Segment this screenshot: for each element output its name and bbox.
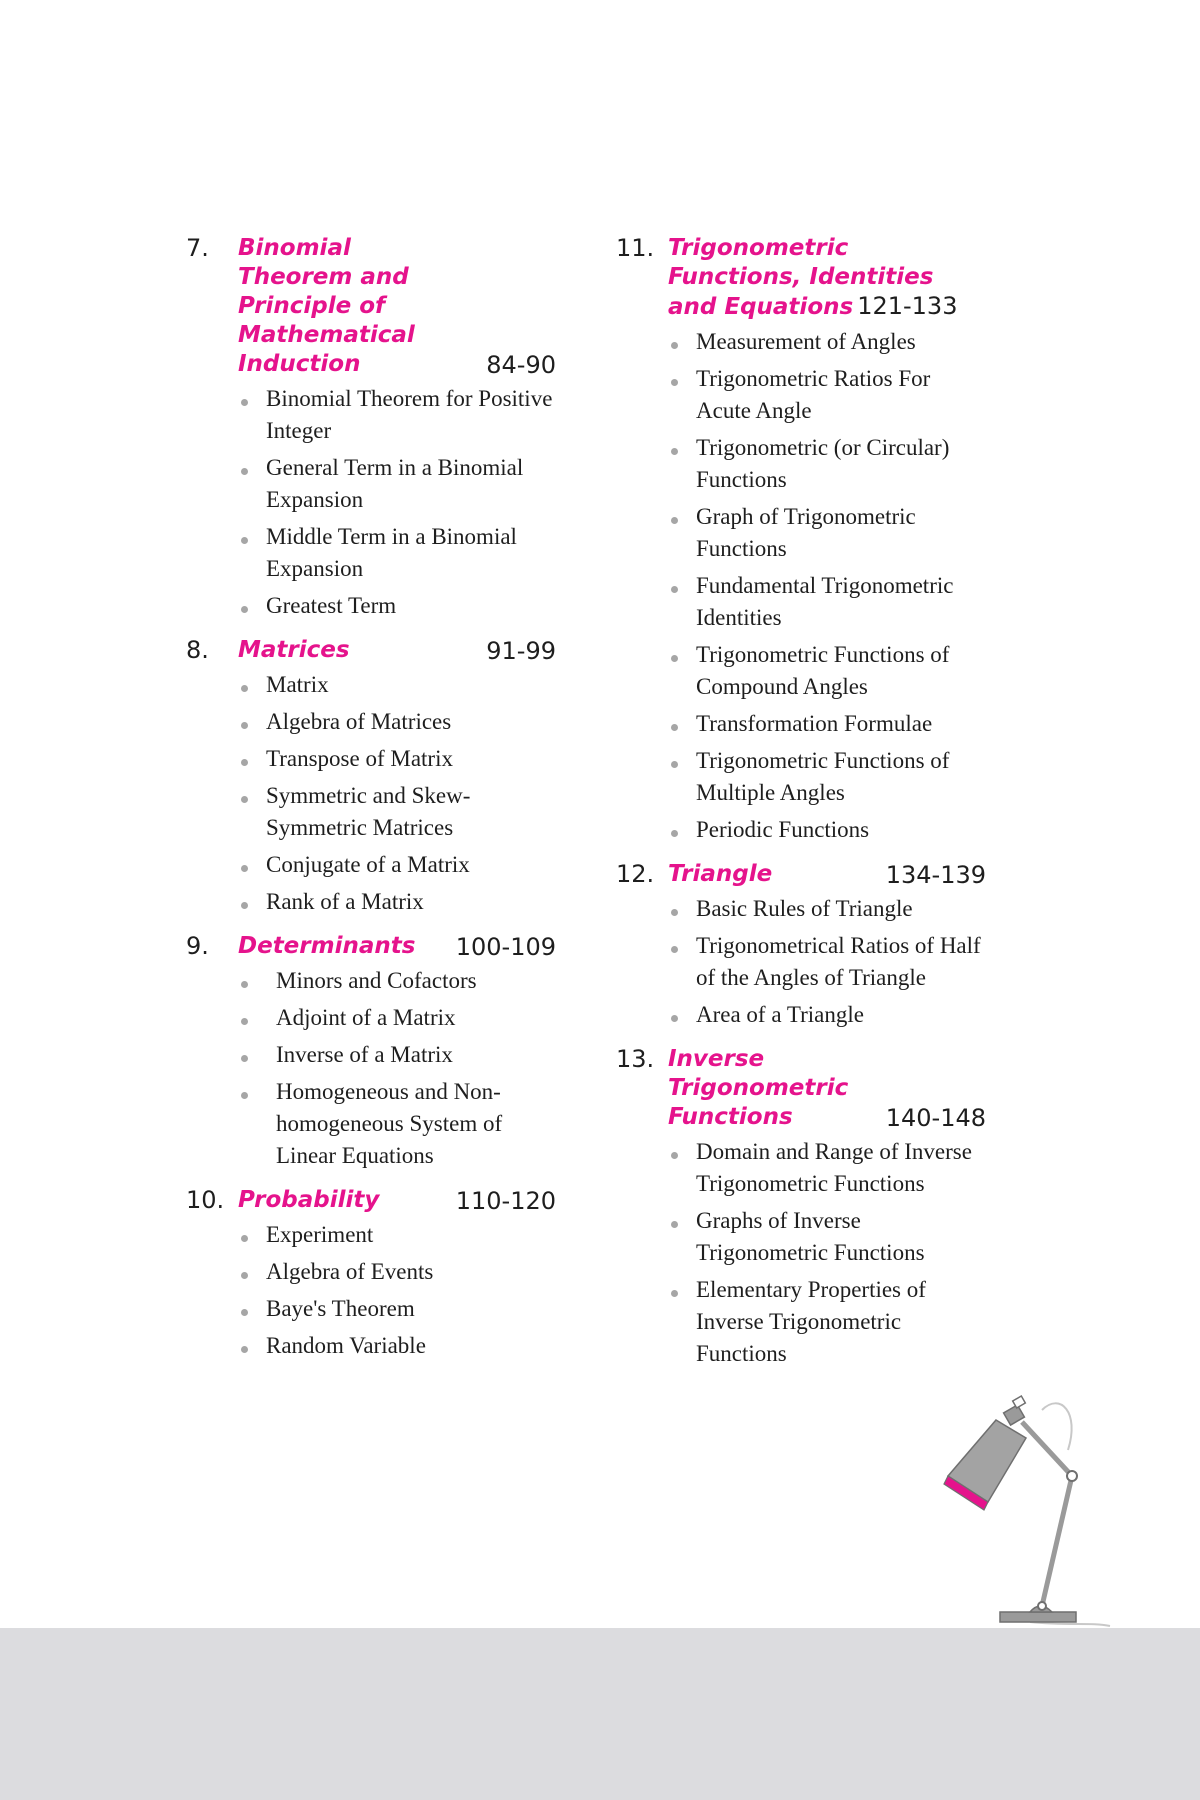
footer-band <box>0 1628 1200 1800</box>
bullet-icon <box>671 517 678 524</box>
toc-right-column <box>616 234 986 1384</box>
chapter-pages: 134-139 <box>885 861 986 889</box>
topic-list <box>616 326 986 846</box>
bullet-icon <box>671 342 678 349</box>
bullet-icon <box>241 1235 248 1242</box>
chapter-pages: 100-109 <box>455 933 556 961</box>
topic-list <box>186 669 556 918</box>
chapter-number: 10. <box>186 1186 225 1214</box>
bullet-icon <box>671 724 678 731</box>
topic-item: Middle Term in a Binomial Expansion <box>186 521 556 585</box>
bullet-icon <box>671 379 678 386</box>
chapter-number: 8. <box>186 636 209 664</box>
chapter-heading <box>186 234 556 379</box>
bullet-icon <box>671 448 678 455</box>
bullet-icon <box>241 685 248 692</box>
bullet-icon <box>671 655 678 662</box>
chapter-title: Probability <box>238 1187 380 1213</box>
topic-list <box>616 1136 986 1370</box>
topic-item: Graph of Trigonometric Functions <box>616 501 986 565</box>
topic-item: Elementary Properties of Inverse Trigonometric Functions <box>616 1274 986 1370</box>
chapter-pages: 91-99 <box>486 637 556 665</box>
bullet-icon <box>241 902 248 909</box>
topic-item: Matrix <box>186 669 556 701</box>
topic-item: Periodic Functions <box>616 814 986 846</box>
chapter-11 <box>616 234 986 846</box>
bullet-icon <box>241 537 248 544</box>
bullet-icon <box>241 1018 248 1025</box>
chapter-number: 12. <box>616 860 655 888</box>
bullet-icon <box>241 1346 248 1353</box>
chapter-10 <box>186 1186 556 1362</box>
chapter-title: Binomial Theorem and Principle of Mathematical Induction <box>238 235 415 377</box>
topic-item: Area of a Triangle <box>616 999 986 1031</box>
topic-item: Fundamental Trigonometric Identities <box>616 570 986 634</box>
topic-item: Measurement of Angles <box>616 326 986 358</box>
chapter-heading <box>186 1186 556 1215</box>
chapter-7 <box>186 234 556 622</box>
bullet-icon <box>671 830 678 837</box>
bullet-icon <box>671 1152 678 1159</box>
bullet-icon <box>671 909 678 916</box>
chapter-title: Trigonometric Functions, Identities and Equations <box>668 235 934 320</box>
chapter-heading <box>186 636 556 665</box>
topic-item: General Term in a Binomial Expansion <box>186 452 556 516</box>
topic-item: Trigonometric Functions of Compound Angles <box>616 639 986 703</box>
chapter-pages: 84-90 <box>486 351 556 379</box>
topic-list <box>186 1219 556 1362</box>
bullet-icon <box>241 865 248 872</box>
chapter-heading <box>616 860 986 889</box>
bullet-icon <box>241 468 248 475</box>
chapter-title: Matrices <box>238 637 350 663</box>
bullet-icon <box>241 1272 248 1279</box>
chapter-13 <box>616 1045 986 1370</box>
topic-item: Algebra of Events <box>186 1256 556 1288</box>
chapter-pages: 140-148 <box>885 1104 986 1132</box>
chapter-heading <box>616 1045 986 1132</box>
desk-lamp-icon <box>930 1390 1120 1628</box>
chapter-pages: 110-120 <box>455 1187 556 1215</box>
bullet-icon <box>241 796 248 803</box>
topic-item: Experiment <box>186 1219 556 1251</box>
bullet-icon <box>241 1309 248 1316</box>
chapter-number: 9. <box>186 932 209 960</box>
chapter-title: Determinants <box>238 933 416 959</box>
topic-item: Trigonometric Functions of Multiple Angles <box>616 745 986 809</box>
topic-item: Transformation Formulae <box>616 708 986 740</box>
topic-list <box>186 965 556 1172</box>
topic-item: Minors and Cofactors <box>186 965 556 997</box>
bullet-icon <box>241 399 248 406</box>
topic-item: Basic Rules of Triangle <box>616 893 986 925</box>
bullet-icon <box>671 586 678 593</box>
topic-item: Trigonometric Ratios For Acute Angle <box>616 363 986 427</box>
bullet-icon <box>671 946 678 953</box>
topic-item: Binomial Theorem for Positive Integer <box>186 383 556 447</box>
chapter-8 <box>186 636 556 918</box>
chapter-number: 13. <box>616 1045 655 1073</box>
bullet-icon <box>671 1290 678 1297</box>
topic-item: Greatest Term <box>186 590 556 622</box>
topic-item: Domain and Range of Inverse Trigonometric Functions <box>616 1136 986 1200</box>
topic-item: Conjugate of a Matrix <box>186 849 556 881</box>
bullet-icon <box>671 1015 678 1022</box>
chapter-heading <box>616 234 986 322</box>
bullet-icon <box>241 981 248 988</box>
chapter-heading <box>186 932 556 961</box>
bullet-icon <box>241 1092 248 1099</box>
chapter-number: 7. <box>186 234 209 262</box>
topic-list <box>616 893 986 1031</box>
topic-item: Inverse of a Matrix <box>186 1039 556 1071</box>
topic-item: Trigonometrical Ratios of Half of the Angles of Triangle <box>616 930 986 994</box>
chapter-number: 11. <box>616 234 655 262</box>
toc-left-column <box>186 234 556 1376</box>
topic-item: Transpose of Matrix <box>186 743 556 775</box>
topic-item: Adjoint of a Matrix <box>186 1002 556 1034</box>
bullet-icon <box>241 722 248 729</box>
topic-item: Graphs of Inverse Trigonometric Functions <box>616 1205 986 1269</box>
bullet-icon <box>671 761 678 768</box>
topic-list <box>186 383 556 622</box>
bullet-icon <box>671 1221 678 1228</box>
topic-item: Symmetric and Skew-Symmetric Matrices <box>186 780 556 844</box>
bullet-icon <box>241 759 248 766</box>
chapter-title: Triangle <box>668 861 773 887</box>
chapter-12 <box>616 860 986 1031</box>
chapter-pages: 121-133 <box>857 292 958 320</box>
topic-item: Random Variable <box>186 1330 556 1362</box>
bullet-icon <box>241 1055 248 1062</box>
topic-item: Algebra of Matrices <box>186 706 556 738</box>
topic-item: Homogeneous and Non-homogeneous System of Linear Equations <box>186 1076 556 1172</box>
bullet-icon <box>241 606 248 613</box>
topic-item: Trigonometric (or Circular) Functions <box>616 432 986 496</box>
topic-item: Rank of a Matrix <box>186 886 556 918</box>
chapter-9 <box>186 932 556 1172</box>
chapter-title: Inverse Trigonometric Functions <box>668 1046 849 1130</box>
topic-item: Baye's Theorem <box>186 1293 556 1325</box>
